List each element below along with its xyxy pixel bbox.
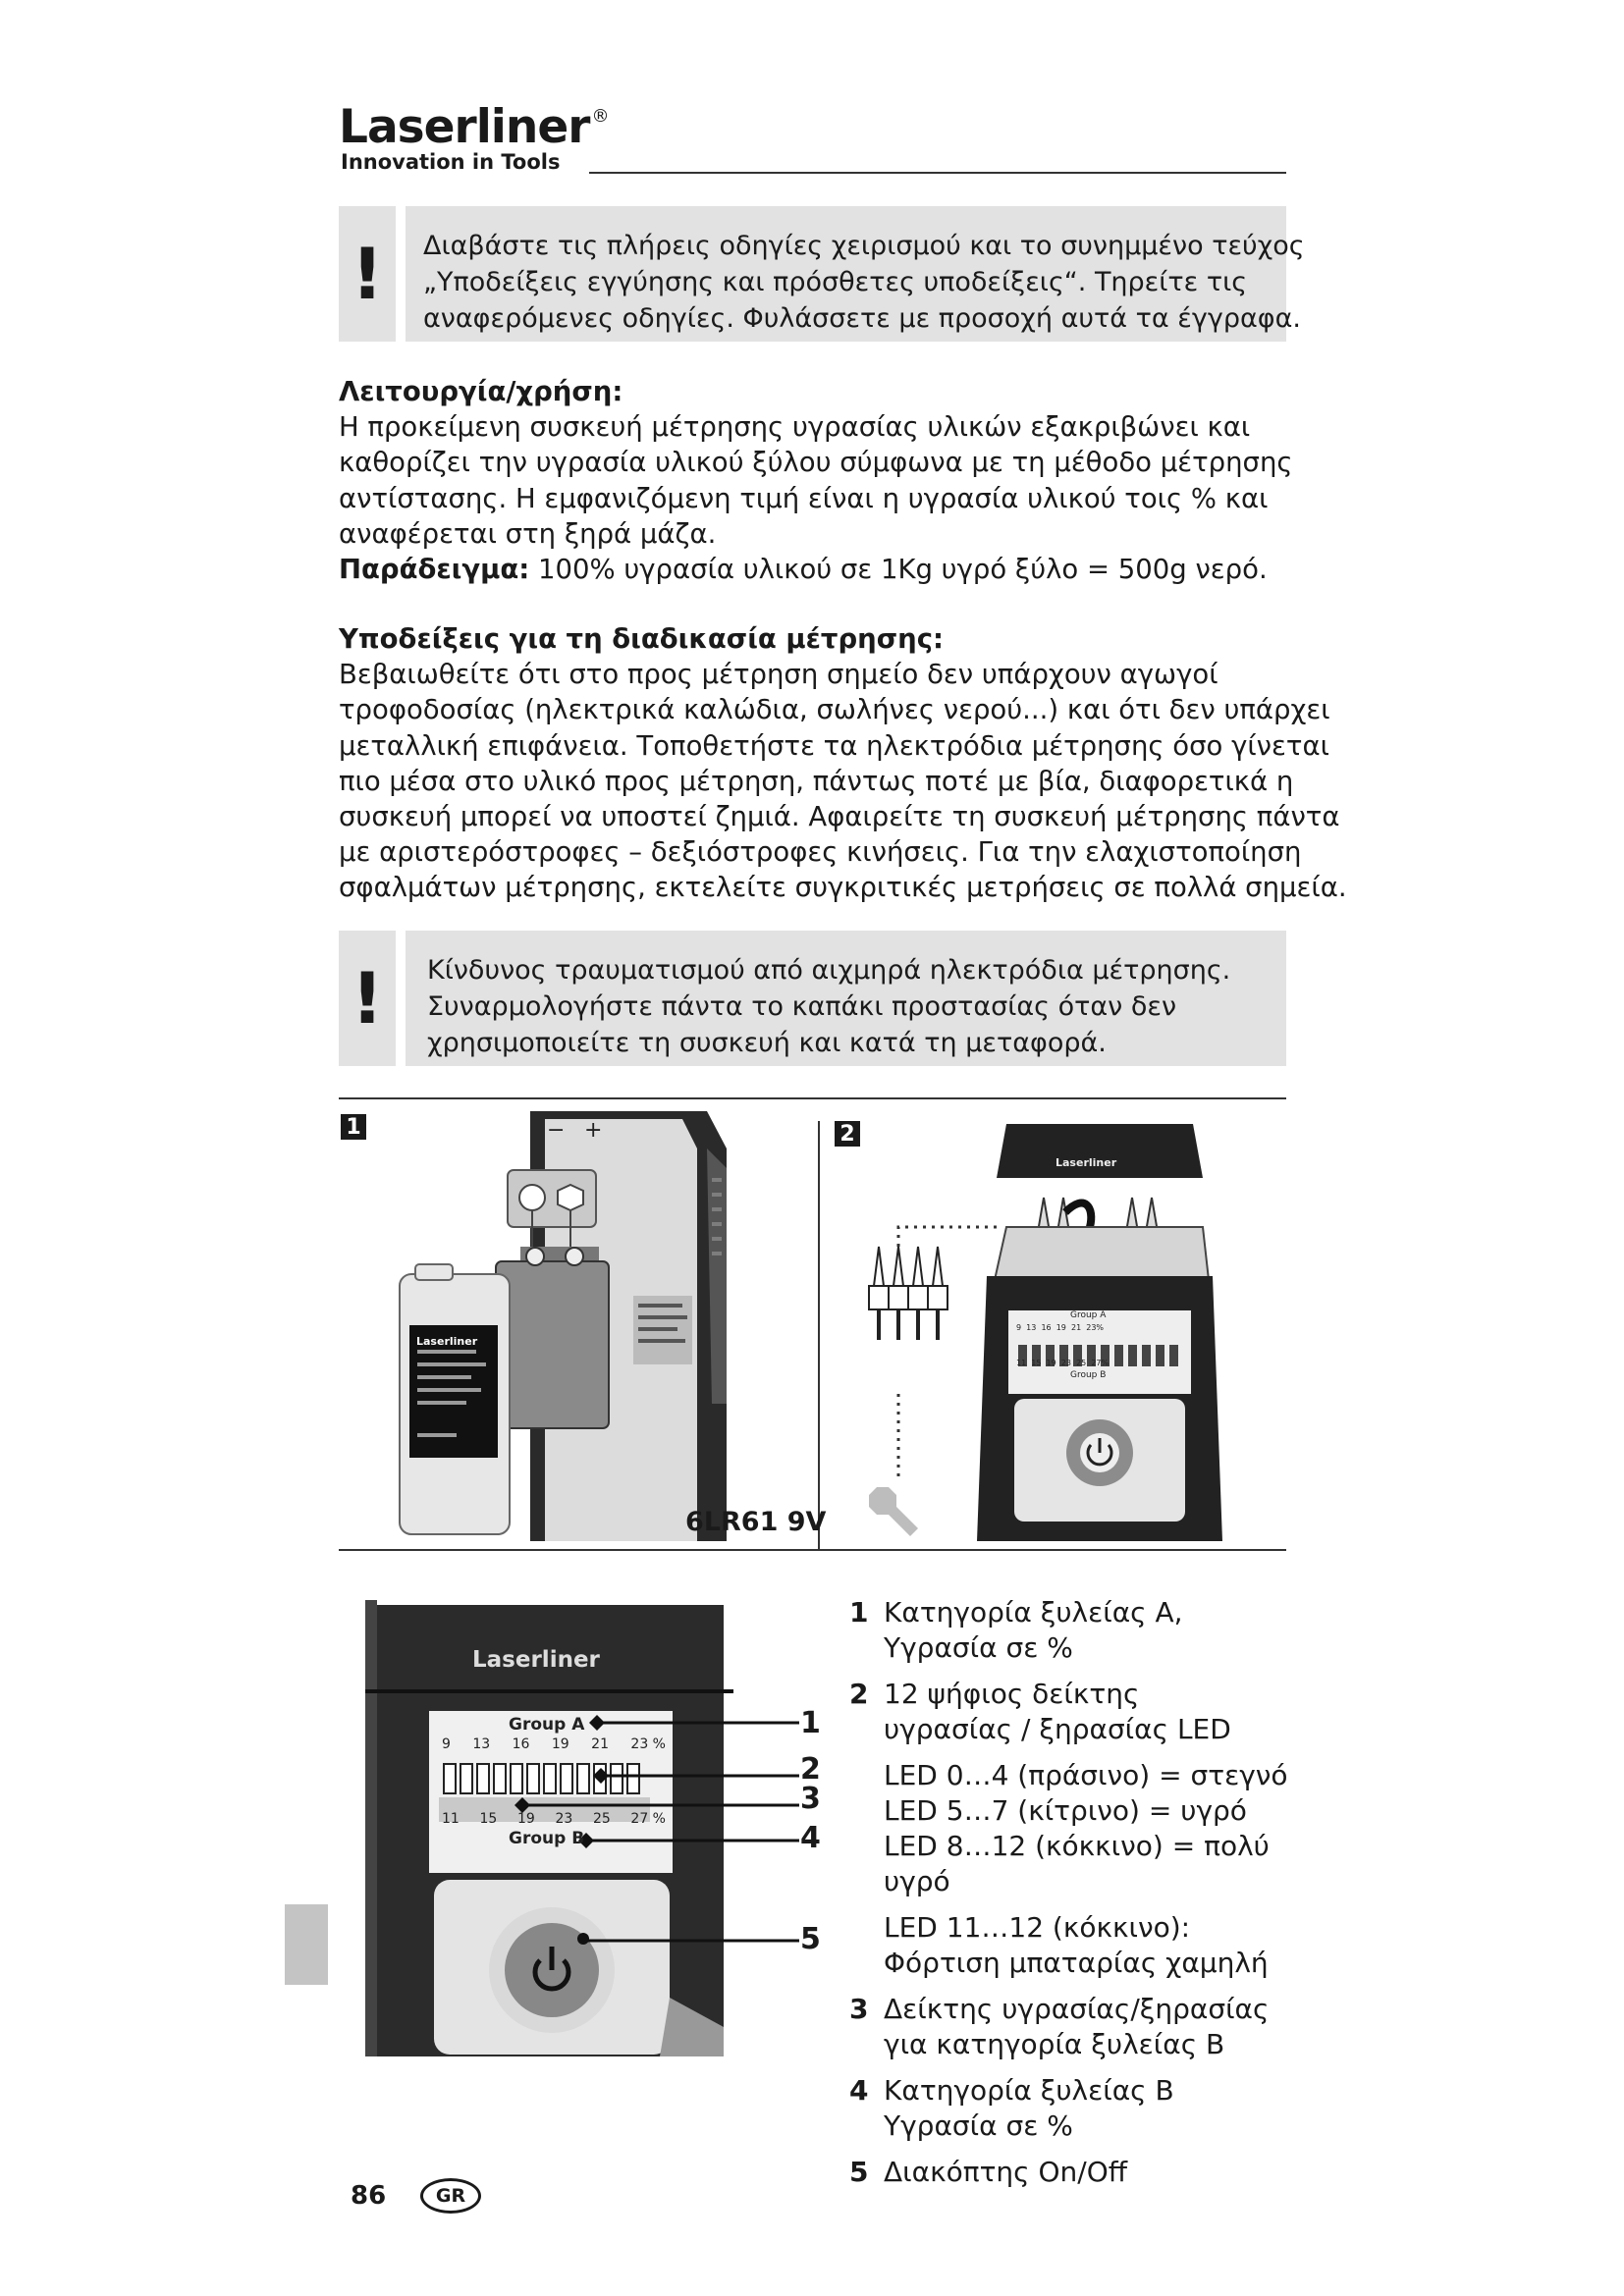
legend-number: 1 <box>849 1596 869 1629</box>
brand-tagline: Innovation in Tools <box>341 150 561 174</box>
figure-number-1: 1 <box>341 1114 366 1140</box>
battery-terminal-minus <box>526 1248 544 1265</box>
battery-cover-latch <box>415 1264 453 1280</box>
figure-bottom-rule <box>339 1549 1286 1551</box>
country-badge: GR <box>420 2178 481 2214</box>
scale-a-tick: 23 % <box>630 1736 666 1752</box>
legend-number: 2 <box>849 1678 869 1710</box>
legend-number: 4 <box>849 2074 869 2107</box>
device-seam <box>365 1689 733 1693</box>
legend-text: Διακόπτης On/Off <box>884 2156 1128 2188</box>
paragraph-line: καθορίζει την υγρασία υλικού ξύλου σύμφωνα με τη μέθοδο μέτρησης <box>339 447 1293 479</box>
measurement-section <box>339 621 1347 906</box>
group-b-label: Group B <box>509 1829 585 1848</box>
scale-a-tick: 13 <box>472 1736 491 1752</box>
legend-item <box>844 2155 1296 2190</box>
function-section <box>339 374 1291 587</box>
guide-dots <box>898 1227 997 1276</box>
callout-number-5: 5 <box>800 1922 821 1956</box>
legend-text: Υγρασία σε % <box>884 1631 1073 1664</box>
legend-text: Δείκτης υγρασίας/ξηρασίας <box>884 1993 1270 2025</box>
scale-a-row <box>442 1736 666 1752</box>
legend-text: για κατηγορία ξυλείας B <box>884 2028 1225 2060</box>
legend-text: Κατηγορία ξυλείας B <box>884 2074 1174 2107</box>
example-text: 100% υγρασία υλικού σε 1Kg υγρό ξύλο = 500g νερό. <box>529 554 1268 586</box>
warning-line: Συναρμολογήστε πάντα το καπάκι προστασίας όταν δεν <box>427 991 1177 1022</box>
scale-b-tick: 11 <box>442 1811 460 1827</box>
legend-text: 12 ψήφιος δείκτης <box>884 1678 1140 1710</box>
legend-text: LED 8…12 (κόκκινο) = πολύ <box>884 1830 1270 1862</box>
cap-arrow <box>1065 1203 1091 1227</box>
paragraph-line: συσκευή μπορεί να υποστεί ζημιά. Αφαιρείτε τη συσκευή μέτρησης πάντα <box>339 801 1340 833</box>
figure-number-2: 2 <box>835 1121 860 1147</box>
legend-list <box>844 1595 1296 2201</box>
scale-a-tick: 21 <box>591 1736 609 1752</box>
group-a-label: Group A <box>509 1715 585 1735</box>
callout-number-3: 3 <box>800 1782 821 1816</box>
header-divider <box>589 172 1286 174</box>
legend-text: υγρό <box>884 1865 950 1897</box>
example-label: Παράδειγμα: <box>339 554 530 586</box>
paragraph-line: Βεβαιωθείτε ότι στο προς μέτρηση σημείο δεν υπάρχουν αγωγοί <box>339 659 1218 691</box>
warning-line: χρησιμοποιείτε τη συσκευή και κατά τη μεταφορά. <box>427 1028 1107 1058</box>
battery-terminal-plus <box>566 1248 583 1265</box>
device-brand-label: Laserliner <box>472 1647 600 1673</box>
legend-text: LED 11…12 (κόκκινο): <box>884 1911 1191 1944</box>
section-heading: Λειτουργία/χρήση: <box>339 376 623 407</box>
paragraph-line: πιο μέσα στο υλικό προς μέτρηση, πάντως ποτέ με βία, διαφορετικά η <box>339 765 1294 797</box>
battery-clip-negative <box>519 1185 545 1210</box>
wrench-icon <box>869 1487 918 1536</box>
scale-a-tick: 19 <box>551 1736 569 1752</box>
spare-electrode-pins <box>879 1309 938 1340</box>
warning-line: Κίνδυνος τραυματισμού από αιχμηρά ηλεκτρόδια μέτρησης. <box>427 955 1231 986</box>
scale-a-tick: 9 <box>442 1736 451 1752</box>
battery-type-label: 6LR61 9V <box>685 1507 827 1537</box>
paragraph-line: μεταλλική επιφάνεια. Τοποθετήστε τα ηλεκτρόδια μέτρησης όσο γίνεται <box>339 729 1329 762</box>
callout-line-extensions <box>733 1595 807 1968</box>
paragraph-line: αντίστασης. Η εμφανιζόμενη τιμή είναι η υγρασία υλικού τοις % και <box>339 482 1269 514</box>
cover-brand-label: Laserliner <box>416 1335 478 1348</box>
scale-b-tick: 25 <box>592 1811 611 1827</box>
protective-cap-illustration <box>849 1119 1286 1546</box>
scale-b-tick: 23 <box>555 1811 573 1827</box>
fig2-group-a-label: Group A <box>1070 1310 1107 1320</box>
battery-minus-label: − <box>547 1118 566 1143</box>
legend-subitem <box>844 1910 1296 1981</box>
spare-electrodes <box>869 1247 947 1309</box>
section-side-tab <box>285 1904 328 1985</box>
figure-divider <box>818 1121 820 1549</box>
paragraph-line: με αριστερόστροφες – δεξιόστροφες κινήσεις. Για την ελαχιστοποίηση <box>339 836 1302 869</box>
battery-plus-label: + <box>584 1118 603 1143</box>
legend-text: Κατηγορία ξυλείας A, <box>884 1596 1183 1629</box>
warning-icon: ! <box>339 931 396 1066</box>
callout-number-4: 4 <box>800 1821 821 1855</box>
scale-b-row <box>442 1811 666 1827</box>
legend-text: Φόρτιση μπαταρίας χαμηλή <box>884 1947 1269 1979</box>
battery-insertion-illustration <box>388 1109 815 1541</box>
legend-item <box>844 1677 1296 1747</box>
legend-text: υγρασίας / ξηρασίας LED <box>884 1713 1231 1745</box>
legend-text: LED 0…4 (πράσινο) = στεγνό <box>884 1759 1288 1791</box>
legend-number: 3 <box>849 1993 869 2025</box>
paragraph-line: σφαλμάτων μέτρησης, εκτελείτε συγκριτικές μετρήσεις σε πολλά σημεία. <box>339 872 1347 904</box>
legend-text: LED 5…7 (κίτρινο) = υγρό <box>884 1794 1247 1827</box>
legend-subitem <box>844 1758 1296 1899</box>
fig2-scale-b: 11 15 19 23 25 27% <box>1016 1359 1110 1367</box>
paragraph-line: Η προκείμενη συσκευή μέτρησης υγρασίας υλικών εξακριβώνει και <box>339 411 1251 444</box>
paragraph-line: τροφοδοσίας (ηλεκτρικά καλώδια, σωλήνες νερού...) και ότι δεν υπάρχει <box>339 694 1330 726</box>
legend-text: Υγρασία σε % <box>884 2109 1073 2142</box>
paragraph-line: αναφέρεται στη ξηρά μάζα. <box>339 517 717 550</box>
fig2-group-b-label: Group B <box>1070 1370 1107 1380</box>
brand-logo: Laserliner ® <box>339 100 609 154</box>
warning-icon: ! <box>339 206 396 342</box>
example-line <box>339 552 1291 587</box>
scale-b-tick: 15 <box>479 1811 498 1827</box>
section-heading: Υποδείξεις για τη διαδικασία μέτρησης: <box>339 623 945 655</box>
scale-b-tick: 27 % <box>630 1811 666 1827</box>
page-number: 86 <box>351 2181 387 2211</box>
warning-line: αναφερόμενες οδηγίες. Φυλάσσετε με προσοχή αυτά τα έγγραφα. <box>423 303 1301 334</box>
warning-line: Διαβάστε τις πλήρεις οδηγίες χειρισμού και το συνημμένο τεύχος <box>423 231 1305 261</box>
protective-cap <box>997 1124 1203 1178</box>
cap-brand-label: Laserliner <box>1056 1156 1117 1169</box>
scale-b-tick: 19 <box>516 1811 535 1827</box>
legend-number: 5 <box>849 2156 869 2188</box>
fig2-scale-a: 9 13 16 19 21 23% <box>1016 1323 1105 1332</box>
warning-box-documents <box>406 206 1305 342</box>
legend-item <box>844 1595 1296 1666</box>
device-left-edge <box>365 1600 377 2056</box>
battery-9v <box>496 1261 609 1428</box>
scale-a-tick: 16 <box>512 1736 530 1752</box>
legend-item <box>844 1992 1296 2062</box>
warning-line: „Υποδείξεις εγγύησης και πρόσθετες υποδείξεις“. Τηρείτε τις <box>423 267 1248 297</box>
battery-clip-positive <box>558 1185 583 1210</box>
figure-top-rule <box>339 1097 1286 1099</box>
callout-number-2: 2 <box>800 1752 821 1787</box>
legend-item <box>844 2073 1296 2144</box>
callout-number-1: 1 <box>800 1706 821 1740</box>
warning-box-electrodes <box>406 931 1286 1066</box>
